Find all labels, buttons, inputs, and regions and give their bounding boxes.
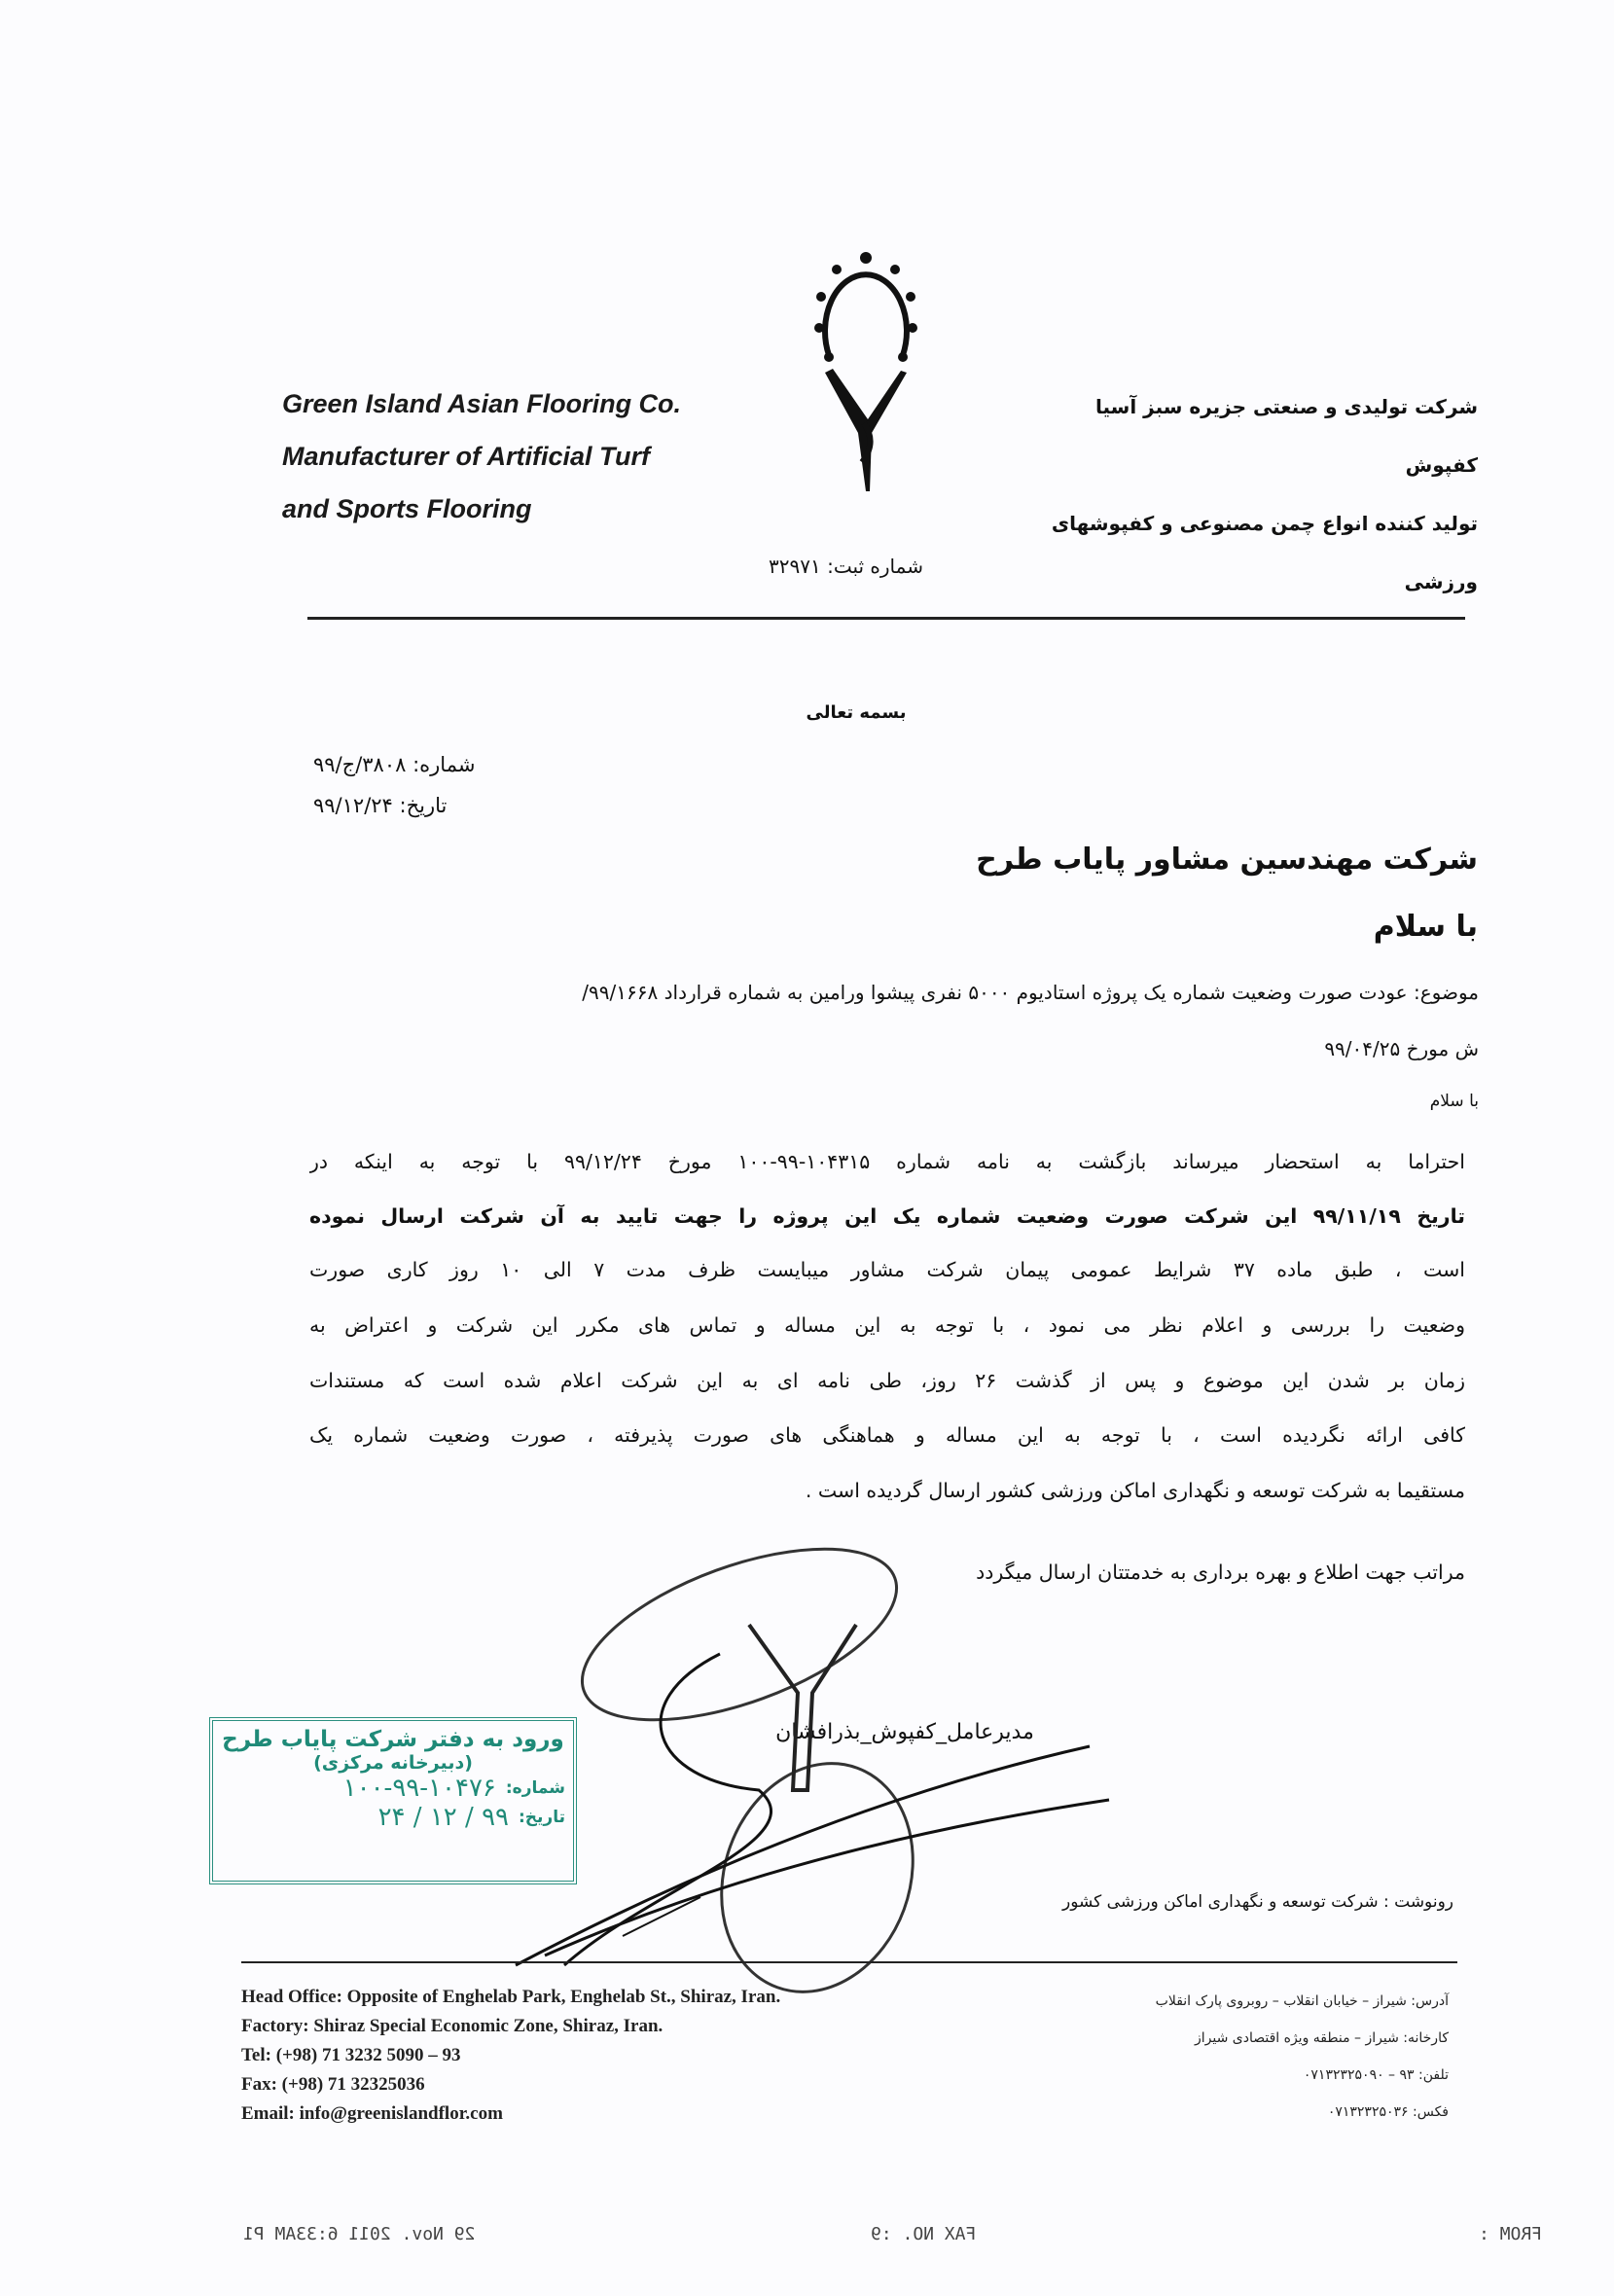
stamp-number-value: ۱۰۰-۹۹-۱۰۴۷۶: [342, 1774, 496, 1803]
stamp-subtitle: (دبیرخانه مرکزی): [313, 1752, 473, 1774]
fax-from: FROM :: [1479, 2224, 1543, 2244]
company-tagline-fa: تولید کننده انواع چمن مصنوعی و کفپوشهای: [1051, 512, 1478, 535]
greeting: با سلام: [1373, 910, 1478, 944]
body-line: مستقیما به شرکت توسعه و نگهداری اماکن ورزشی کشور ارسال گردیده است .: [805, 1479, 1465, 1502]
body-line: وضعیت را بررسی و اعلام نظر می نمود ، با توجه به این مساله و تماس های مکرر این شرکت و اعتراض به: [309, 1313, 1465, 1337]
body-line: احتراما به استحضار میرساند بازگشت به نامه شماره ۱۰۴۳۱۵-۹۹-۱۰۰ مورخ ۹۹/۱۲/۲۴ با توجه به اینکه در: [309, 1150, 1465, 1173]
subject-continued: ش مورخ ۹۹/۰۴/۲۵: [1324, 1037, 1479, 1060]
signatory: مدیرعامل_کفپوش_بذرافشان: [775, 1720, 1034, 1744]
stamp-date-value: ۹۹ / ۱۲ / ۲۴: [377, 1803, 509, 1832]
letterhead-english: [282, 377, 681, 535]
carbon-copy: رونوشت : شرکت توسعه و نگهداری اماکن ورزشی کشور: [1062, 1892, 1453, 1912]
receipt-stamp: [209, 1717, 577, 1884]
header-divider: [307, 617, 1465, 620]
company-logo-icon: [807, 248, 924, 501]
factory-address: Factory: Shiraz Special Economic Zone, Shiraz, Iran.: [241, 2016, 664, 2036]
factory-fa: کارخانه: شیراز – منطقه ویژه اقتصادی شیراز: [1194, 2030, 1449, 2046]
stamp-title: ورود به دفتر شرکت پایاب طرح: [222, 1727, 564, 1752]
fax-fa: فکس: ۰۷۱۳۲۳۲۵۰۳۶: [1327, 2104, 1449, 2120]
addressee: شرکت مهندسین مشاور پایاب طرح: [976, 843, 1478, 877]
head-office-address: Head Office: Opposite of Enghelab Park, Enghelab St., Shiraz, Iran.: [241, 1987, 781, 2007]
fax-timestamp: 29 Nov. 2011 6:33AM P1: [243, 2224, 476, 2244]
letter-reference: [313, 744, 475, 826]
letterhead-persian: [1021, 377, 1478, 611]
telephone: Tel: (+98) 71 3232 5090 – 93: [241, 2045, 461, 2065]
closing-line: مراتب جهت اطلاع و بهره برداری به خدمتتان ارسال میگردد: [976, 1561, 1465, 1584]
telephone-fa: تلفن: ۹۳ – ۰۷۱۳۲۳۲۵۰۹۰: [1303, 2067, 1449, 2083]
registration-number: شماره ثبت: ۳۲۹۷۱: [769, 555, 923, 578]
letter-date: تاریخ: ۹۹/۱۲/۲۴: [313, 794, 448, 817]
body-line: کافی ارائه نگردیده است ، با توجه به این مساله و هماهنگی های صورت پذیرفته ، صورت وضعیت شماره یک: [309, 1423, 1465, 1447]
address-fa: آدرس: شیراز – خیابان انقلاب – روبروی پارک انقلاب: [1155, 1993, 1449, 2009]
fax-number: FAX NO. :9: [871, 2224, 977, 2244]
company-name-en: Green Island Asian Flooring Co.: [282, 389, 682, 418]
company-seal-icon: [506, 1547, 1187, 1985]
stamp-number-label: شماره:: [505, 1778, 565, 1798]
letter-number: شماره: ۳۸۰۸/ج/۹۹: [313, 753, 476, 776]
subject: موضوع: عودت صورت وضعیت شماره یک پروژه استادیوم ۵۰۰۰ نفری پیشوا ورامین به شماره قرارداد ۹۹/۱۶۶۸/: [582, 981, 1479, 1004]
body-line: زمان بر شدن این موضوع و پس از گذشت ۲۶ روز، طی نامه ای به این شرکت اعلام شده است که مستندات: [309, 1369, 1465, 1392]
body-line: است ، طبق ماده ۳۷ شرایط عمومی پیمان شرکت مشاور میبایست ظرف مدت ۷ الی ۱۰ روز کاری صورت: [309, 1258, 1465, 1281]
email: Email: info@greenislandflor.com: [241, 2103, 503, 2124]
company-tagline-en-2: and Sports Flooring: [282, 494, 532, 523]
stamp-date-label: تاریخ:: [519, 1808, 565, 1827]
company-tagline-en: Manufacturer of Artificial Turf: [282, 442, 651, 471]
footer-divider: [241, 1961, 1457, 1963]
company-name-fa: شرکت تولیدی و صنعتی جزیره سبز آسیا کفپوش: [1095, 395, 1478, 477]
invocation: بسمه تعالی: [806, 702, 907, 723]
fax: Fax: (+98) 71 32325036: [241, 2074, 425, 2095]
footer-persian: [1156, 1983, 1449, 2131]
company-tagline-fa-2: ورزشی: [1404, 570, 1478, 593]
greeting-secondary: با سلام: [1429, 1092, 1479, 1111]
body-line: تاریخ ۹۹/۱۱/۱۹ این شرکت صورت وضعیت شماره یک این پروژه را جهت تایید به آن شرکت ارسال نموده: [309, 1204, 1465, 1228]
footer-english: [241, 1983, 780, 2129]
